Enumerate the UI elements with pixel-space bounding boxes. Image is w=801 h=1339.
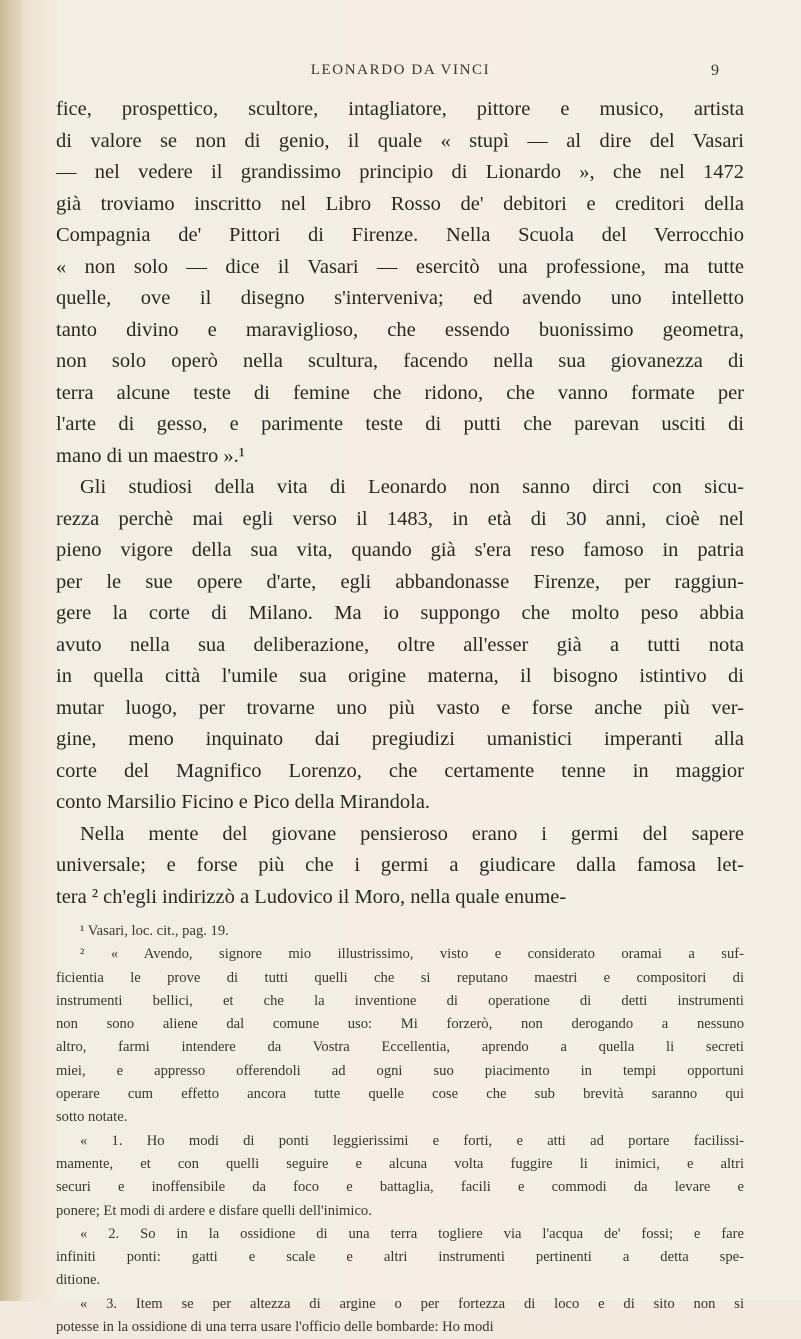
footnote-line: potesse in la ossidione di una terra usare l'officio delle bombarde: Ho modi [56, 1319, 494, 1336]
footnote-line: securi e inoffensibile da foco e battaglia, facili e commodi da levare e [56, 1179, 744, 1196]
text-line: quelle, ove il disegno s'interveniva; ed avendo uno intelletto [56, 287, 744, 309]
text-line: avuto nella sua deliberazione, oltre all'esser già a tutti nota [56, 633, 744, 656]
running-title: LEONARDO DA VINCI [310, 62, 491, 78]
text-line: corte del Magnifico Lorenzo, che certamente tenne in maggior [56, 759, 744, 782]
text-line: fice, prospettico, scultore, intagliatore, pittore e musico, artista [56, 98, 744, 120]
main-text [56, 94, 744, 913]
text-line: pieno vigore della sua vita, quando già s'era reso famoso in patria [56, 539, 744, 561]
footnote-line: altro, farmi intendere da Vostra Eccellentia, aprendo a quella li secreti [56, 1039, 744, 1056]
text-line: mutar luogo, per trovarne uno più vasto e forse anche più ver- [56, 696, 744, 719]
text-line: Gli studiosi della vita di Leonardo non sanno dirci con sicu- [80, 476, 744, 498]
footnotes [56, 920, 744, 1339]
page-header [0, 62, 801, 86]
page-gutter-shadow [0, 0, 22, 1301]
footnote-line: ficientia le prove di tutti quelli che si reputano maestri e compositori di [56, 969, 744, 986]
text-line: « non solo — dice il Vasari — esercitò una professione, ma tutte [56, 255, 744, 278]
footnote-line: ² « Avendo, signore mio illustrissimo, visto e considerato oramai a suf- [80, 946, 744, 963]
text-line: Compagnia de' Pittori di Firenze. Nella Scuola del Verrocchio [56, 224, 744, 246]
footnote-line: ditione. [56, 1272, 101, 1289]
footnote-line: operare cum effetto ancora tutte quelle cose che sub brevità saranno qui [56, 1086, 744, 1103]
text-line: mano di un maestro ».¹ [56, 444, 245, 467]
text-line: gere la corte di Milano. Ma io suppongo che molto peso abbia [56, 602, 744, 624]
footnote-line: infiniti ponti: gatti e scale e altri instrumenti pertinenti a detta spe- [56, 1249, 744, 1266]
footnote-line: non sono aliene dal comune uso: Mi forzerò, non derogando a nessuno [56, 1016, 744, 1033]
footnote-line: sotto notate. [56, 1109, 128, 1126]
page-number: 9 [711, 62, 719, 79]
text-line: non solo operò nella scultura, facendo nella sua giovanezza di [56, 350, 744, 372]
text-line: per le sue opere d'arte, egli abbandonasse Firenze, per raggiun- [56, 570, 744, 593]
footnote-line: « 2. So in la ossidione di una terra togliere via l'acqua de' fossi; e fare [80, 1225, 744, 1242]
footnote-line: miei, e appresso offerendoli ad ogni suo piacimento in tempi opportuni [56, 1062, 744, 1079]
text-line: tera ² ch'egli indirizzò a Ludovico il Moro, nella quale enume- [56, 885, 567, 908]
text-line: gine, meno inquinato dai pregiudizi umanistici imperanti alla [56, 728, 744, 750]
text-line: tanto divino e maraviglioso, che essendo buonissimo geometra, [56, 318, 744, 341]
footnote-line: « 1. Ho modi di ponti leggierissimi e forti, e atti ad portare facilissi- [80, 1132, 744, 1149]
footnote-line: ponere; Et modi di ardere e disfare quelli dell'inimico. [56, 1202, 372, 1219]
text-line: — nel vedere il grandissimo principio di Lionardo », che nel 1472 [56, 161, 744, 183]
text-line: in quella città l'umile sua origine materna, il bisogno istintivo di [56, 665, 744, 687]
footnote-line: ¹ Vasari, loc. cit., pag. 19. [80, 923, 229, 939]
footnote-line: mamente, et con quelli seguire e alcuna volta fuggire li inimici, e altri [56, 1155, 744, 1172]
text-line: Nella mente del giovane pensieroso erano i germi del sapere [80, 822, 744, 845]
text-line: terra alcune teste di femine che ridono, che vanno formate per [56, 381, 744, 404]
footnote-line: instrumenti bellici, et che la inventione di operatione di detti instrumenti [56, 992, 744, 1009]
text-line: rezza perchè mai egli verso il 1483, in età di 30 anni, cioè nel [56, 507, 744, 530]
text-line: universale; e forse più che i germi a giudicare dalla famosa let- [56, 854, 744, 876]
text-line: conto Marsilio Ficino e Pico della Mirandola. [56, 791, 431, 813]
text-line: di valore se non di genio, il quale « stupì — al dire del Vasari [56, 129, 744, 152]
text-line: l'arte di gesso, e parimente teste di putti che parevan usciti di [56, 413, 744, 435]
text-line: già troviamo inscritto nel Libro Rosso de' debitori e creditori della [56, 192, 744, 215]
footnote-line: « 3. Item se per altezza di argine o per fortezza di loco e di sito non si [80, 1295, 744, 1312]
